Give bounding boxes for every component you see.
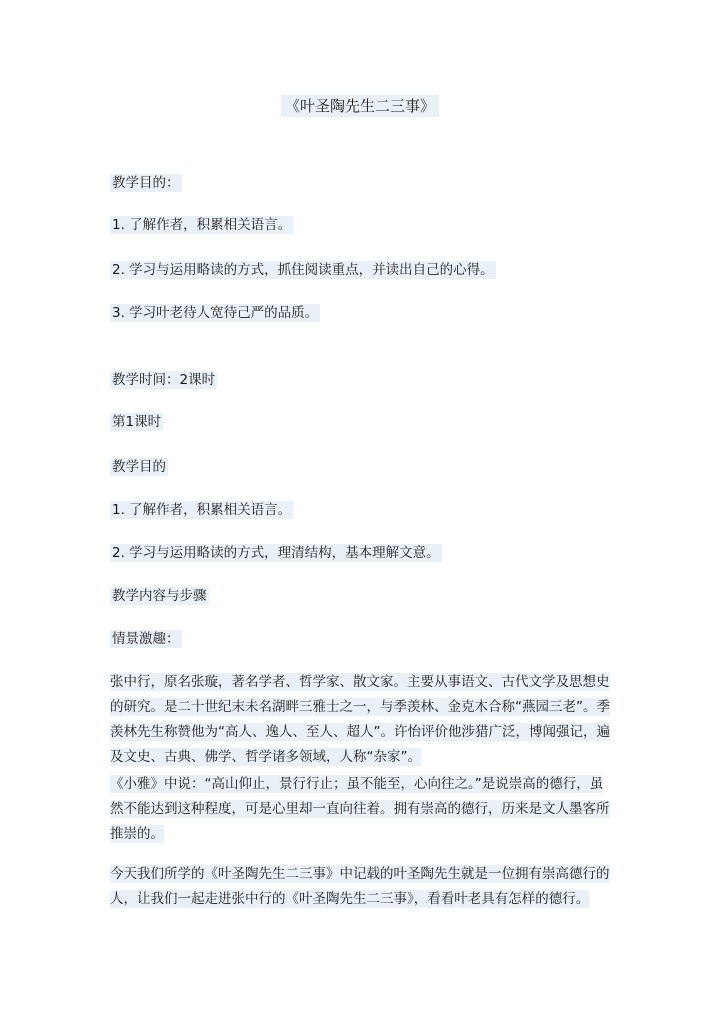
intro-paragraph-2: 《小雅》中说：“高山仰止，景行行止；虽不能至，心向往之。”是说崇高的德行，虽然不能达到这种程度，可是心里却一直向往着。拥有崇高的德行，历来是文人墨客所推崇的。 (110, 776, 610, 842)
document-title (0, 94, 720, 118)
goals-heading: 教学目的： (112, 175, 180, 191)
intro-paragraph-3: 今天我们所学的《叶圣陶先生二三事》中记载的叶圣陶先生就是一位拥有崇高德行的人，让我们一起走进张中行的《叶圣陶先生二三事》，看看叶老具有怎样的德行。 (110, 866, 610, 907)
intro-paragraph-1: 张中行，原名张璇，著名学者、哲学家、散文家。主要从事语文、古代文学及思想史的研究。是二十世纪末未名湖畔三雅士之一，与季羡林、金克木合称“燕园三老”。季羡林先生称赞他为“高人、逸人、至人、超人”。许怡评价他涉猎广泛，博闻强记，遍及文史、古典、佛学、哲学诸多领域，人称“杂家”。 (110, 674, 610, 765)
goal-item-3: 3. 学习叶老待人宽待己严的品质。 (112, 305, 319, 321)
lesson1-goals-heading: 教学目的 (112, 459, 166, 475)
goal-item-2: 2. 学习与运用略读的方式，抓住阅读重点，并读出自己的心得。 (112, 262, 494, 278)
document-title-text: 《叶圣陶先生二三事》 (281, 95, 439, 117)
lesson1-goal-item-2: 2. 学习与运用略读的方式，理清结构，基本理解文意。 (112, 545, 440, 561)
lesson1-heading: 第1课时 (112, 414, 162, 430)
content-heading: 教学内容与步骤 (112, 588, 207, 604)
lesson1-goal-item-1: 1. 了解作者，积累相关语言。 (112, 502, 292, 518)
goal-item-1: 1. 了解作者，积累相关语言。 (112, 217, 292, 233)
intro-heading: 情景激趣： (112, 631, 180, 647)
teaching-time: 教学时间：2课时 (112, 372, 216, 388)
